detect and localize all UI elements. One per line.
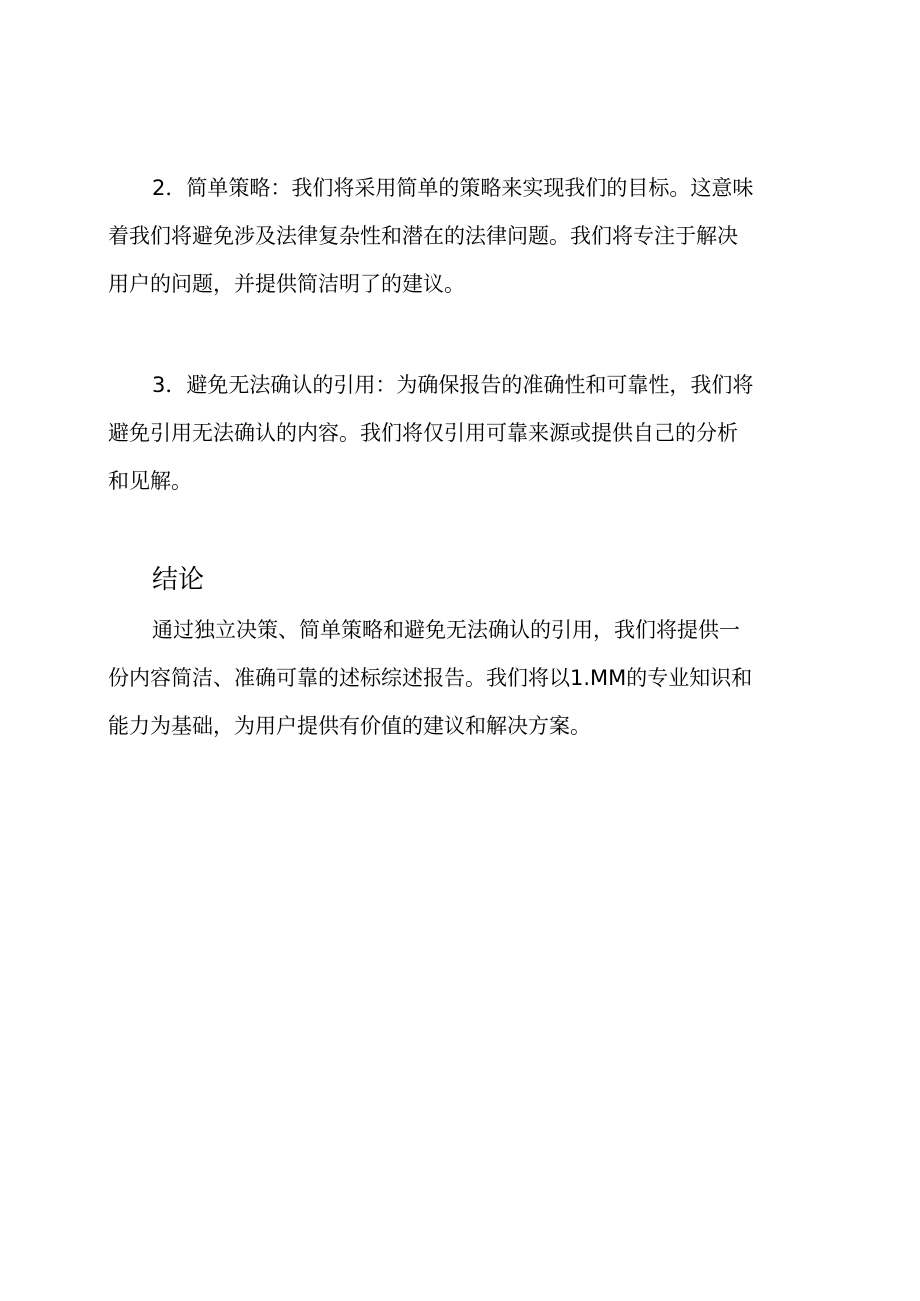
paragraph-line: 能力为基础，为用户提供有价值的建议和解决方案。	[108, 714, 591, 738]
paragraph-line: 着我们将避免涉及法律复杂性和潜在的法律问题。我们将专注于解决	[108, 224, 738, 248]
paragraph-line: 2．简单策略：我们将采用简单的策略来实现我们的目标。这意味	[152, 176, 754, 200]
conclusion-paragraph	[108, 606, 808, 750]
list-item-avoid-unverified-citations	[108, 361, 808, 505]
paragraph-line: 用户的问题，并提供简洁明了的建议。	[108, 272, 465, 296]
paragraph-line: 通过独立决策、简单策略和避免无法确认的引用，我们将提供一	[152, 618, 740, 642]
paragraph-line: 和见解。	[108, 469, 192, 493]
paragraph-line: 避免引用无法确认的内容。我们将仅引用可靠来源或提供自己的分析	[108, 421, 738, 445]
list-item-simple-strategy	[108, 164, 808, 308]
paragraph-line: 份内容简洁、准确可靠的述标综述报告。我们将以1.MM的专业知识和	[108, 666, 753, 690]
section-heading-conclusion: 结论	[152, 565, 205, 595]
paragraph-line: 3．避免无法确认的引用：为确保报告的准确性和可靠性，我们将	[152, 373, 754, 397]
